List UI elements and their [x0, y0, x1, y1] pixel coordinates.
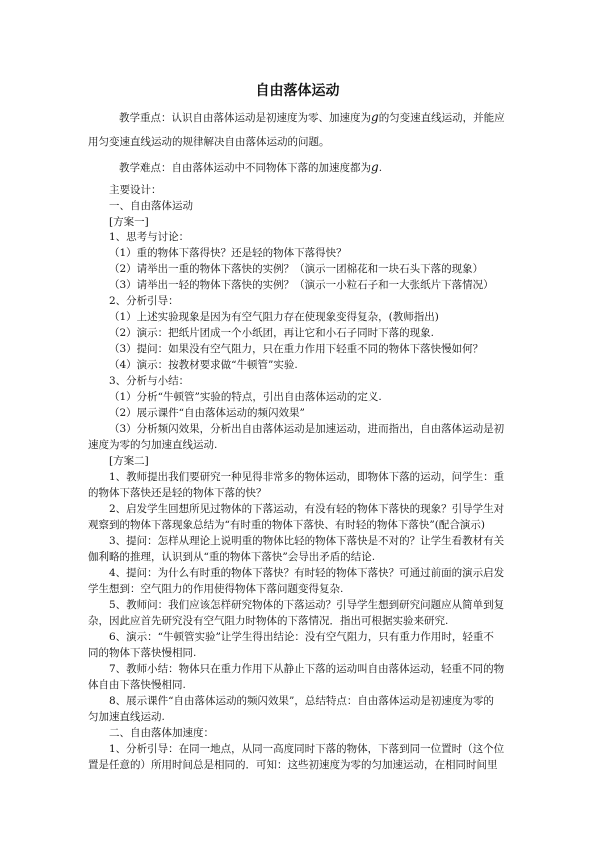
text-line: 同的物体下落快慢相同. [88, 647, 197, 659]
text-line: 伽利略的推理，认识到从“重的物体下落快”会导出矛盾的结论. [88, 551, 376, 563]
text-line: 2、分析引导： [109, 295, 179, 307]
teaching-difficulty-text: 教学难点：自由落体运动中不同物体下落的加速度都为 [119, 162, 371, 174]
teaching-difficulty-end: . [378, 162, 383, 174]
teaching-focus-line-1 [119, 110, 505, 125]
text-line: 杂，因此应首先研究没有空气阻力时物体的下落情况．指出可根据实验来研究. [88, 615, 449, 627]
text-line: 3、分析与小结： [109, 375, 190, 387]
text-line: 置是任意的）所用时间总是相同的．可知：这些初速度为零的匀加速运动，在相同时间里 [88, 759, 498, 771]
plan-heading: [方案一] [109, 216, 149, 228]
text-line: （3）请举出一轻的物体下落快的实例？（演示一小粒石子和一大张纸片下落情况） [109, 279, 494, 291]
text-line: 4、提问：为什么有时重的物体下落快？有时轻的物体下落快？可通过前面的演示启发 [109, 567, 505, 579]
g-symbol: g [371, 110, 379, 124]
teaching-focus-text-a: 教学重点：认识自由落体运动是初速度为零、加速度为 [119, 112, 371, 124]
text-line: 8、展示课件“自由落体运动的频闪效果”，总结特点：自由落体运动是初速度为零的 [109, 695, 494, 707]
text-line: （2）请举出一重的物体下落快的实例？（演示一团棉花和一块石头下落的现象） [109, 263, 484, 275]
text-line: （3）分析频闪效果，分析出自由落体运动是加速运动，进而指出，自由落体运动是初 [109, 423, 505, 435]
text-line: （1）重的物体下落得快？还是轻的物体下落得快？ [109, 247, 347, 259]
section-heading: 二、自由落体加速度： [109, 727, 214, 739]
text-line: 观察到的物体下落现象总结为“有时重的物体下落快、有时轻的物体下落快”(配合演示) [88, 519, 485, 531]
text-line: 1、教师提出我们要研究一种见得非常多的物体运动，即物体下落的运动，问学生：重 [109, 471, 505, 483]
text-line: （2）展示课件“自由落体运动的频闪效果” [109, 407, 305, 419]
text-line: （1）上述实验现象是因为有空气阻力存在使现象变得复杂，(教师指出) [109, 311, 439, 323]
text-line: 1、分析引导：在同一地点，从同一高度同时下落的物体，下落到同一位置时（这个位 [109, 743, 505, 755]
text-line: 学生想到：空气阻力的作用使得物体下落问题变得复杂. [88, 583, 344, 595]
text-line: （2）演示：把纸片团成一个小纸团，再让它和小石子同时下落的现象. [109, 327, 435, 339]
text-line: （1）分析“牛顿管”实验的特点，引出自由落体运动的定义. [109, 391, 382, 403]
text-line: 5、教师问：我们应该怎样研究物体的下落运动？引导学生想到研究问题应从简单到复 [109, 599, 505, 611]
text-line: 体自由下落快慢相同. [88, 679, 186, 691]
text-line: 速度为零的匀加速直线运动. [88, 439, 218, 451]
g-symbol: g [371, 160, 379, 174]
text-line: 1、思考与讨论： [109, 231, 190, 243]
text-line: （3）提问：如果没有空气阻力，只在重力作用下轻重不同的物体下落快慢如何？ [109, 343, 484, 355]
text-line: 6、演示：“牛顿管实验”让学生得出结论：没有空气阻力，只有重力作用时，轻重不 [109, 631, 494, 643]
section-heading: 一、自由落体运动 [109, 200, 193, 212]
text-line: 7、教师小结：物体只在重力作用下从静止下落的运动叫自由落体运动，轻重不同的物 [109, 663, 505, 675]
text-line: 的物体下落快还是轻的物体下落的快？ [88, 487, 267, 499]
page-title: 自由落体运动 [255, 83, 340, 99]
main-design-heading: 主要设计： [109, 184, 162, 196]
text-line: 匀加速直线运动. [88, 711, 165, 723]
text-line: （4）演示：按教材要求做“牛顿管”实验. [109, 359, 298, 371]
teaching-focus-line-2: 用匀变速直线运动的规律解决自由落体运动的问题。 [88, 136, 330, 148]
teaching-difficulty [119, 160, 382, 175]
teaching-focus-text-b: 的匀变速直线运动，并能应 [378, 112, 505, 124]
plan-heading: [方案二] [109, 455, 149, 467]
text-line: 3、提问：怎样从理论上说明重的物体比轻的物体下落快是不对的？让学生看教材有关 [109, 535, 505, 547]
text-line: 2、启发学生回想所见过物体的下落运动，有没有轻的物体下落快的现象？引导学生对 [109, 503, 505, 515]
